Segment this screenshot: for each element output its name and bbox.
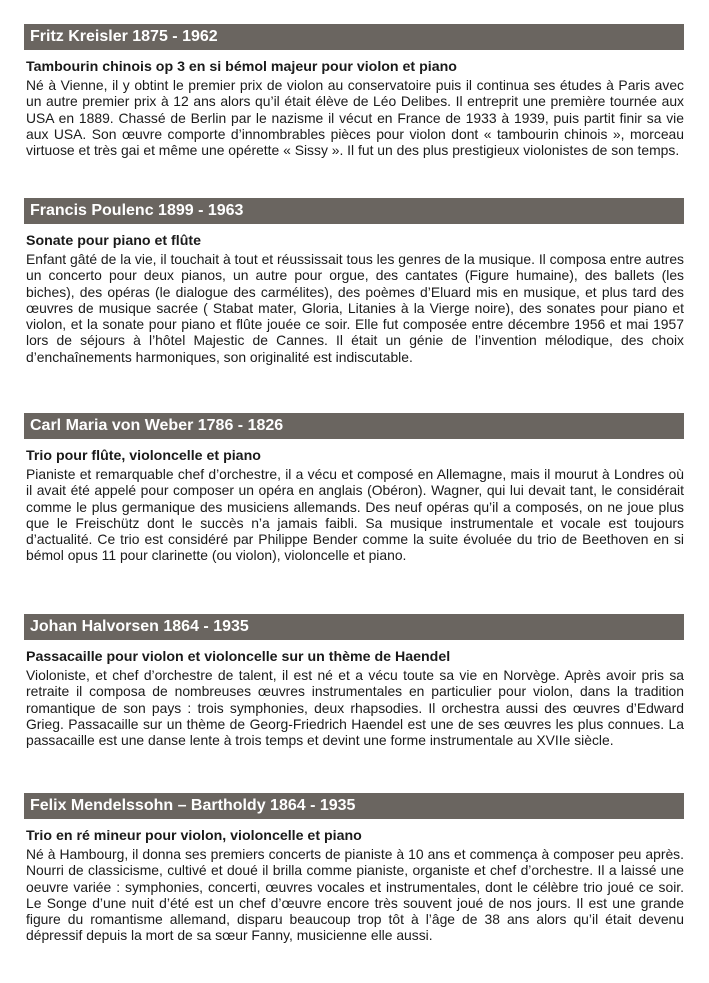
composer-bio: Pianiste et remarquable chef d’orchestre, il a vécu et composé en Allemagne, mais il mourut à Londres où il avait été appelé pour composer un opéra en anglais (Obéron). Wagner, qui lui devait tant, le considérait comme le plus germanique des musiciens allemands. Des neuf opéras qu’il a composés, on ne joue plus que le Freischütz dont le succès n’a jamais faibli. Sa musique instrumentale et vocale est toujours d’actualité. Ce trio est considéré par Philippe Bender comme la suite évoluée du trio de Beethoven en si bémol opus 11 pour clarinette (ou violon), violoncelle et piano. <box>26 466 684 564</box>
section-mendelssohn <box>24 793 684 944</box>
composer-header: Johan Halvorsen 1864 - 1935 <box>24 614 684 640</box>
section-kreisler <box>24 24 684 158</box>
section-halvorsen <box>24 614 684 748</box>
section-weber <box>24 413 684 564</box>
composer-bio: Né à Hambourg, il donna ses premiers concerts de pianiste à 10 ans et commença à composer peu après. Nourri de classicisme, cultivé et doué il brilla comme pianiste, organiste et chef d’orchestre. Il a laissé une oeuvre variée : symphonies, concerti, œuvres vocales et instrumentales, dont le célèbre trio joué ce soir. Le Songe d’une nuit d’été est un chef d’œuvre encore très souvent joué de nos jours. Il est une grande figure du romantisme allemand, disparu beaucoup trop tôt à l’âge de 38 ans alors qu’il était devenu dépressif depuis la mort de sa sœur Fanny, musicienne elle aussi. <box>26 846 684 944</box>
section-poulenc <box>24 198 684 365</box>
composer-bio: Né à Vienne, il y obtint le premier prix de violon au conservatoire puis il continua ses études à Paris avec un autre premier prix à 12 ans alors qu’il était élève de Léo Delibes. Il entreprit une première tournée aux USA en 1889. Chassé de Berlin par le nazisme il vécut en France de 1933 à 1939, puis partit finir sa vie aux USA. Son œuvre comporte d’innombrables pièces pour violon dont « tambourin chinois », morceau virtuose et très gai et même une opérette « Sissy ». Il fut un des plus prestigieux violonistes de son temps. <box>26 77 684 159</box>
work-title: Sonate pour piano et flûte <box>26 233 201 249</box>
composer-bio: Violoniste, et chef d’orchestre de talent, il est né et a vécu toute sa vie en Norvège. Après avoir pris sa retraite il composa de nombreuses œuvres instrumentales en particulier pour violon, dans la tradition romantique de son pays : trois symphonies, deux rhapsodies. Il orchestra aussi des œuvres d’Edward Grieg. Passacaille sur un thème de Georg-Friedrich Haendel est une de ses œuvres les plus connues. La passacaille est une danse lente à trois temps et devint une forme instrumentale au XVIIe siècle. <box>26 667 684 749</box>
work-title: Trio pour flûte, violoncelle et piano <box>26 448 261 464</box>
work-title: Tambourin chinois op 3 en si bémol majeur pour violon et piano <box>26 59 457 75</box>
composer-header: Fritz Kreisler 1875 - 1962 <box>24 24 684 50</box>
composer-header: Carl Maria von Weber 1786 - 1826 <box>24 413 684 439</box>
composer-header: Francis Poulenc 1899 - 1963 <box>24 198 684 224</box>
composer-bio: Enfant gâté de la vie, il touchait à tout et réussissait tous les genres de la musique. Il composa entre autres un concerto pour deux pianos, un autre pour orgue, des cantates (Figure humaine), des ballets (les biches), des opéras (le dialogue des carmélites), des poèmes d’Eluard mis en musique, et plus tard des œuvres de musique sacrée ( Stabat mater, Gloria, Litanies à la Vierge noire), des sonates pour piano et violon, et la sonate pour piano et flûte jouée ce soir. Elle fut composée entre décembre 1956 et mai 1957 lors de séjours à l’hôtel Majestic de Cannes. Il était un génie de l’invention mélodique, des choix d’enchaînements harmoniques, son originalité est indiscutable. <box>26 251 684 365</box>
composer-header: Felix Mendelssohn – Bartholdy 1864 - 1935 <box>24 793 684 819</box>
work-title: Passacaille pour violon et violoncelle sur un thème de Haendel <box>26 649 451 665</box>
work-title: Trio en ré mineur pour violon, violoncelle et piano <box>26 828 362 844</box>
